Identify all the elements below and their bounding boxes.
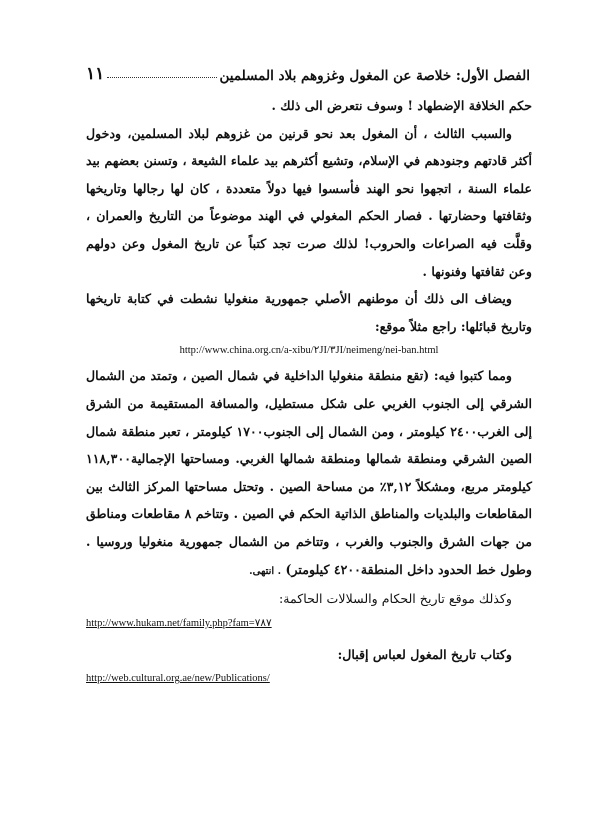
running-header [86,58,530,84]
paragraph-5: وكذلك موقع تاريخ الحكام والسلالات الحاكمة: [278,591,512,607]
paragraph-6: وكتاب تاريخ المغول لعباس إقبال: [337,646,512,662]
leader-dots [107,76,216,78]
paragraph-4 [86,362,532,585]
page-number: ١١ [86,64,105,84]
link-china-org[interactable]: http://www.china.org.cn/a-xibu/٢JI/٣JI/neimeng/nei-ban.html [179,345,439,357]
paragraph-3: ويضاف الى ذلك أن موطنهم الأصلي جمهورية منغوليا نشطت في كتابة تاريخها وتاريخ قبائلها: راجع مثلاً موقع: [86,291,532,334]
paragraph-2: والسبب الثالث ، أن المغول بعد نحو قرنين من غزوهم لبلاد المسلمين، ودخول أكثر قادتهم وجنودهم في الإسلام، وتشيع أكثرهم بيد علماء الشيعة ، وتسنن بعضهم بيد علماء السنة ، اتجهوا نحو الهند فأسسوا فيها دولاً متعددة ، كان لها رجالها وتاريخها وثقافتها وحضارتها . فصار الحكم المغولي في الهند موضوعاً من التاريخ والعمران ، وقلَّت فيه الصراعات والحروب! لذلك صرت تجد كتباً عن تاريخ المغول وعن دولهم وعن ثقافتها وفنونها . [86,125,532,279]
chapter-title: الفصل الأول: خلاصة عن المغول وغزوهم بلاد المسلمين [219,68,530,84]
link-hukam[interactable]: http://www.hukam.net/family.php?fam=٧٨٧ [86,617,272,629]
link-cultural[interactable]: http://web.cultural.org.ae/new/Publications/ [86,673,270,685]
quote-end: . انتهى. [249,565,282,577]
quote-text: ومما كتبوا فيه: (تقع منطقة منغوليا الداخلية في شمال الصين ، وتمتد من الشمال الشرقي إلى الجنوب الغربي على شكل مستطيل، والمسافة المستقيمة من الشرق إلى الغرب٢٤٠٠ كيلومتر ، ومن الشمال إلى الجنوب١٧٠٠ كيلومتر ، تعبر منطقة شمال الصين الشرقي ومنطقة شمالها ومنطقة شمالها الغربي. ومساحتها الإجمالية١١٨,٣٠٠ كيلومتر مربع، ومشكلاً ٣,١٢٪ من مساحة الصين . وتحتل مساحتها المركز الثالث بين المقاطعات والبلديات والمناطق الذاتية الحكم في الصين . وتتاخم ٨ مقاطعات ومناطق من جهات الشرق والجنوب والغرب ، وتتاخم من الشمال جمهورية منغوليا وروسيا . وطول خط الحدود داخل المنطقة٤٢٠٠ كيلومتر) [86,368,532,577]
body-text [86,92,532,690]
paragraph-1: حكم الخلافة الإضطهاد ! وسوف نتعرض الى ذلك . [271,98,532,113]
